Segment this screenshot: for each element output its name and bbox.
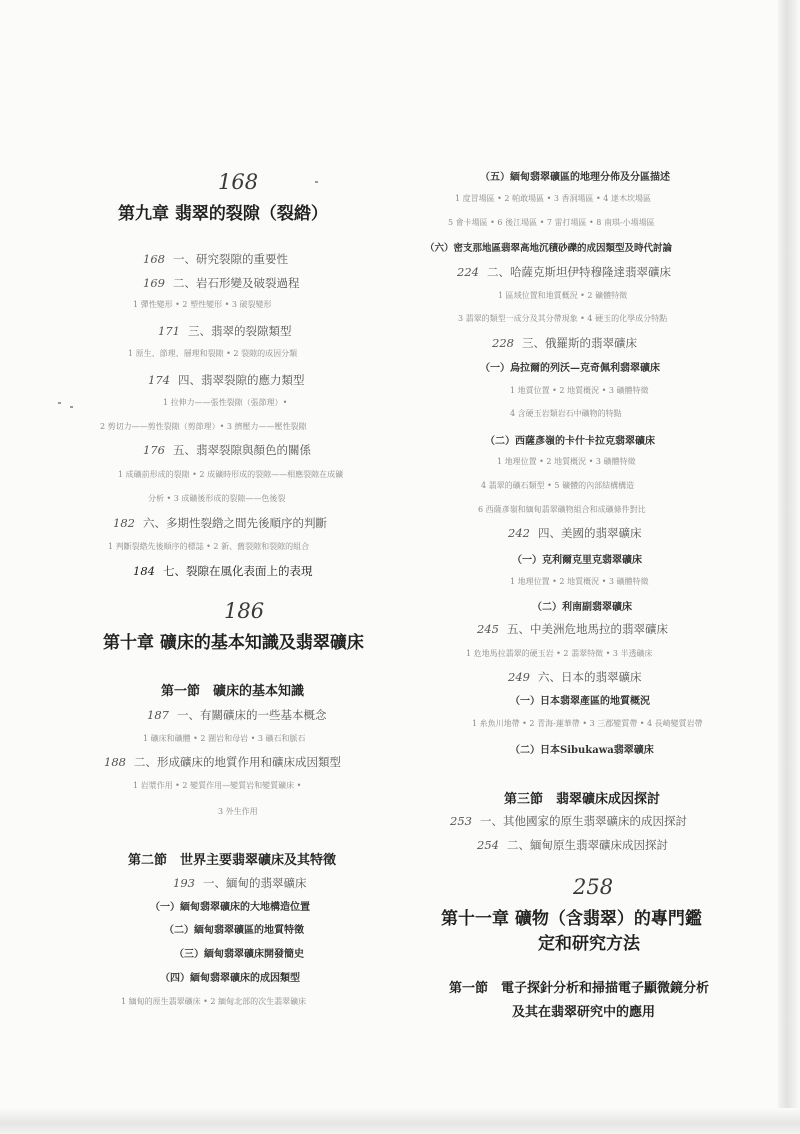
section-3-title: 第三節 翡翠礦床成因探討	[504, 792, 661, 807]
chapter-9-title: 第九章 翡翠的裂隙（裂綹）	[118, 204, 328, 224]
toc-subentry: 分析 • 3 成礦後形成的裂隙——色後裂	[148, 494, 286, 503]
toc-entry: 182 六、多期性裂綹之間先後順序的判斷	[113, 516, 327, 530]
toc-entry: 242 四、美國的翡翠礦床	[508, 526, 642, 540]
toc-subentry: 2 剪切力——剪性裂隙（剪節理）• 3 擠壓力——壓性裂隙	[100, 422, 307, 431]
toc-entry: 168 一、研究裂隙的重要性	[143, 252, 288, 266]
toc-subentry: 1 糸魚川地帶 • 2 青海-蓮華帶 • 3 三郡變質帶 • 4 長崎變質岩帶	[472, 719, 703, 728]
toc-subsection: （二）緬甸翡翠礦區的地質特徵	[164, 925, 304, 936]
toc-subsection: （一）日本翡翠產區的地質概況	[510, 696, 650, 707]
toc-subentry: 1 地質位置 • 2 地質概況 • 3 礦體特徵	[510, 386, 649, 395]
chapter-11-title: 第十一章 礦物（含翡翠）的專門鑑	[441, 909, 702, 929]
toc-subentry: 1 區域位置和地質概況 • 2 礦體特徵	[498, 291, 628, 300]
toc-entry: 174 四、翡翠裂隙的應力類型	[148, 373, 305, 387]
toc-subsection: （六）密支那地區翡翠高地沉積砂礫的成因類型及時代討論	[425, 243, 673, 254]
toc-subsection: （一）緬甸翡翠礦床的大地構造位置	[150, 902, 310, 913]
toc-subsection: （四）緬甸翡翠礦床的成因類型	[160, 973, 300, 984]
toc-entry: 193 一、緬甸的翡翠礦床	[173, 876, 307, 890]
toc-subentry: 1 原生、節理、層理和裂隙 • 2 裂隙的成因分類	[128, 349, 298, 358]
toc-subsection: （二）利南副翡翠礦床	[532, 602, 632, 613]
toc-subentry: 1 緬甸的原生翡翠礦床 • 2 緬甸北部的次生翡翠礦床	[121, 997, 307, 1006]
section-4-title-cont: 及其在翡翠研究中的應用	[512, 1005, 656, 1020]
toc-subentry: 5 會卡場區 • 6 後江場區 • 7 雷打場區 • 8 南琪-小場場區	[448, 218, 655, 227]
page-edge-shadow	[778, 0, 800, 1134]
chapter-11-page-number: 258	[573, 875, 614, 899]
toc-entry: 253 一、其他國家的原生翡翠礦床的成因探討	[450, 814, 687, 828]
toc-subsection: （二）日本Sibukawa翡翠礦床	[510, 745, 654, 756]
toc-entry: 224 二、哈薩克斯坦伊特穆隆達翡翠礦床	[457, 265, 671, 279]
toc-subentry: 1 岩漿作用 • 2 變質作用—變質岩和變質礦床 •	[133, 781, 302, 790]
toc-subentry: 4 含硬玉岩類岩石中礦物的特點	[510, 409, 622, 418]
toc-entry: 176 五、翡翠裂隙與顏色的關係	[143, 443, 311, 457]
page-bottom-shadow	[0, 1108, 800, 1134]
toc-entry: 171 三、翡翠的裂隙類型	[158, 324, 292, 338]
toc-subsection: （一）克利爾克里克翡翠礦床	[512, 555, 642, 566]
toc-subentry: 3 翡翠的類型一成分及其分帶現象 • 4 硬玉的化學成分特點	[458, 314, 668, 323]
scan-speck	[315, 181, 318, 183]
chapter-10-page-number: 186	[224, 599, 265, 623]
toc-entry: 245 五、中美洲危地馬拉的翡翠礦床	[477, 622, 668, 636]
chapter-9-page-number: 168	[218, 170, 259, 194]
chapter-10-title: 第十章 礦床的基本知識及翡翠礦床	[103, 633, 364, 653]
toc-entry: 188 二、形成礦床的地質作用和礦床成因類型	[104, 755, 341, 769]
section-2-title: 第二節 世界主要翡翠礦床及其特徵	[128, 853, 337, 868]
toc-subentry: 1 拉伸力——張性裂隙（張節理）•	[163, 398, 288, 407]
toc-subentry: 1 成礦前形成的裂隙 • 2 成礦時形成的裂隙——相應裂隙在成礦	[118, 470, 344, 479]
toc-entry: 187 一、有關礦床的一些基本概念	[147, 708, 327, 722]
scan-speck	[70, 406, 73, 408]
toc-entry: 169 二、岩石形變及破裂過程	[143, 276, 300, 290]
toc-subsection: （五）緬甸翡翠礦區的地理分佈及分區描述	[480, 172, 670, 183]
toc-entry: 228 三、俄羅斯的翡翠礦床	[492, 336, 637, 350]
section-1-title: 第一節 礦床的基本知識	[161, 684, 305, 699]
toc-subsection: （二）西薩彥嶺的卡什卡拉克翡翠礦床	[485, 436, 655, 447]
toc-entry: 249 六、日本的翡翠礦床	[508, 670, 642, 684]
toc-subentry: 1 地理位置 • 2 地質概況 • 3 礦體特徵	[510, 577, 649, 586]
toc-subentry: 6 西薩彥嶺和緬甸翡翠礦物組合和成礦條件對比	[478, 505, 646, 514]
toc-subsection: （一）烏拉爾的列沃—克奇佩利翡翠礦床	[480, 363, 660, 374]
toc-subentry: 1 度冒場區 • 2 帕敢場區 • 3 香洞場區 • 4 達木坎場區	[455, 194, 651, 203]
toc-subsection: （三）緬甸翡翠礦床開發簡史	[174, 949, 304, 960]
toc-entry: 184 七、裂隙在風化表面上的表現	[133, 564, 313, 578]
chapter-11-title-cont: 定和研究方法	[538, 934, 640, 954]
toc-subentry: 1 危地馬拉翡翠的硬玉岩 • 2 翡翠特徵 • 3 半透礦床	[466, 649, 653, 658]
toc-subentry: 1 彈性變形 • 2 塑性變形 • 3 破裂變形	[133, 300, 272, 309]
toc-subentry: 1 礦床和礦體 • 2 圍岩和母岩 • 3 礦石和脈石	[143, 734, 306, 743]
toc-entry: 254 二、緬甸原生翡翠礦床成因探討	[477, 838, 668, 852]
toc-subentry: 1 地理位置 • 2 地質概況 • 3 礦體特徵	[497, 457, 636, 466]
scan-speck	[58, 402, 61, 404]
section-4-title: 第一節 電子探針分析和掃描電子顯微鏡分析	[449, 981, 710, 996]
toc-subentry: 1 判斷裂綹先後順序的標誌 • 2 新、舊裂隙和裂隙的組合	[108, 542, 310, 551]
toc-subentry: 3 外生作用	[218, 807, 258, 816]
toc-subentry: 4 翡翠的礦石類型 • 5 礦體的內部結構構造	[481, 481, 635, 490]
